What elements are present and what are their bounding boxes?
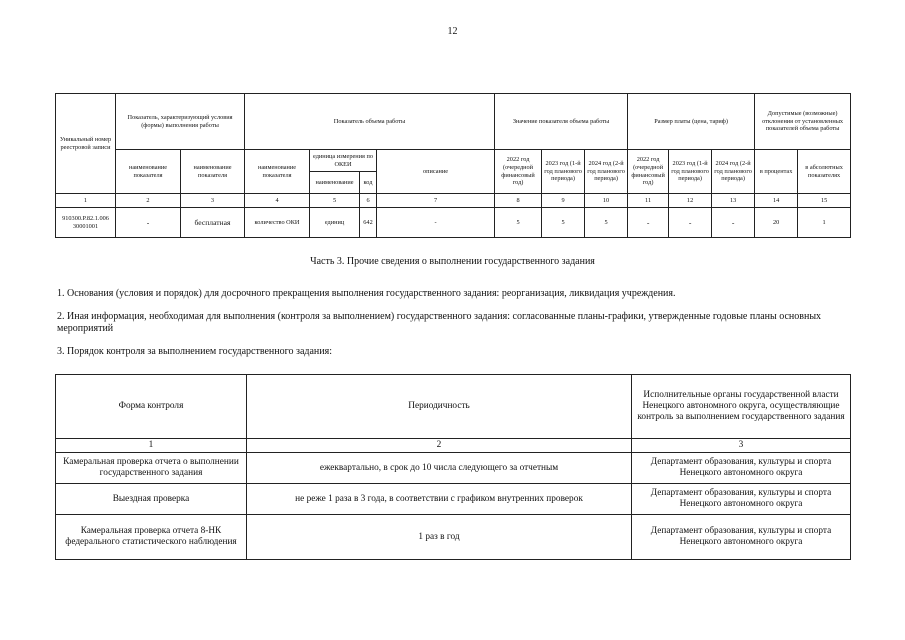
- header-value-2024: 2024 год (2-й год планового периода): [585, 150, 628, 194]
- column-number: 2: [247, 439, 632, 453]
- column-number: 12: [669, 194, 712, 208]
- header-fee-group: Размер платы (цена, тариф): [628, 94, 755, 150]
- work-volume-indicators-table: [55, 93, 851, 238]
- header-description: описание: [377, 150, 495, 194]
- table-row: [56, 208, 851, 238]
- header-control-form: Форма контроля: [56, 375, 247, 439]
- part3-title: Часть 3. Прочие сведения о выполнении государственного задания: [310, 256, 595, 267]
- table-row: [56, 453, 851, 484]
- control-procedure-table: [55, 374, 851, 560]
- column-number: 3: [632, 439, 851, 453]
- header-condition-name-1: наименование показателя: [116, 150, 181, 194]
- table-cell: -: [712, 208, 755, 238]
- paragraph-other-info: 2. Иная информация, необходимая для выполнения (контроля за выполнением) государственного задания: согласованные планы-графики, утвержденные годовые планы основных мероприятий: [57, 311, 822, 334]
- registry-number-cell: 910300.Р.82.1.006 30001001: [56, 208, 116, 238]
- column-number: 5: [310, 194, 360, 208]
- page-number: 12: [447, 26, 458, 37]
- periodicity-cell: ежеквартально, в срок до 10 числа следующего за отчетным: [247, 453, 632, 484]
- control-form-cell: Камеральная проверка отчета о выполнении государственного задания: [56, 453, 247, 484]
- table-cell: 642: [360, 208, 377, 238]
- column-number: 4: [245, 194, 310, 208]
- header-control-authority: Исполнительные органы государственной власти Ненецкого автономного округа, осуществляющие контроль за выполнением государственного задания: [632, 375, 851, 439]
- header-fee-2023: 2023 год (1-й год планового периода): [669, 150, 712, 194]
- column-number: 1: [56, 194, 116, 208]
- paragraph-termination-grounds: 1. Основания (условия и порядок) для досрочного прекращения выполнения государственного задания: реорганизация, ликвидация учреждения.: [57, 288, 676, 299]
- column-number: 3: [181, 194, 245, 208]
- header-condition-name-2: наименование показателя: [181, 150, 245, 194]
- header-value-group: Значение показателя объема работы: [495, 94, 628, 150]
- header-periodicity: Периодичность: [247, 375, 632, 439]
- header-value-2022: 2022 год (очередной финансовый год): [495, 150, 542, 194]
- header-unit-name: наименование: [310, 172, 360, 194]
- header-fee-2024: 2024 год (2-й год планового периода): [712, 150, 755, 194]
- authority-cell: Департамент образования, культуры и спорта Ненецкого автономного округа: [632, 484, 851, 515]
- column-number: 10: [585, 194, 628, 208]
- control-form-cell: Выездная проверка: [56, 484, 247, 515]
- table-cell: бесплатная: [181, 208, 245, 238]
- table-row: [56, 484, 851, 515]
- table-row: [56, 515, 851, 560]
- table-cell: -: [628, 208, 669, 238]
- table-cell: 5: [542, 208, 585, 238]
- column-number: 2: [116, 194, 181, 208]
- authority-cell: Департамент образования, культуры и спорта Ненецкого автономного округа: [632, 515, 851, 560]
- periodicity-cell: 1 раз в год: [247, 515, 632, 560]
- header-deviation-group: Допустимые (возможные) отклонения от установленных показателей объема работы: [755, 94, 851, 150]
- header-value-2023: 2023 год (1-й год планового периода): [542, 150, 585, 194]
- header-fee-2022: 2022 год (очередной финансовый год): [628, 150, 669, 194]
- column-number: 6: [360, 194, 377, 208]
- table-cell: -: [669, 208, 712, 238]
- table-cell: единиц: [310, 208, 360, 238]
- header-volume-name: наименование показателя: [245, 150, 310, 194]
- header-unique-number: Уникальный номер реестровой записи: [56, 94, 116, 194]
- header-conditions-group: Показатель, характеризующий условия (формы) выполнения работы: [116, 94, 245, 150]
- column-number: 14: [755, 194, 798, 208]
- table-cell: -: [116, 208, 181, 238]
- column-number: 1: [56, 439, 247, 453]
- column-number: 9: [542, 194, 585, 208]
- column-number: 7: [377, 194, 495, 208]
- header-volume-group: Показатель объема работы: [245, 94, 495, 150]
- table-cell: -: [377, 208, 495, 238]
- table-cell: 1: [798, 208, 851, 238]
- table-cell: 5: [585, 208, 628, 238]
- periodicity-cell: не реже 1 раза в 3 года, в соответствии с графиком внутренних проверок: [247, 484, 632, 515]
- authority-cell: Департамент образования, культуры и спорта Ненецкого автономного округа: [632, 453, 851, 484]
- paragraph-control-procedure: 3. Порядок контроля за выполнением государственного задания:: [57, 346, 332, 357]
- table-cell: количество ОКИ: [245, 208, 310, 238]
- table-cell: 5: [495, 208, 542, 238]
- header-deviation-absolute: в абсолютных показателях: [798, 150, 851, 194]
- header-unit-code: код: [360, 172, 377, 194]
- column-number: 13: [712, 194, 755, 208]
- header-deviation-percent: в процентах: [755, 150, 798, 194]
- table-cell: 20: [755, 208, 798, 238]
- column-number: 11: [628, 194, 669, 208]
- column-number: 15: [798, 194, 851, 208]
- header-unit-group: единица измерения по ОКЕИ: [310, 150, 377, 172]
- column-number: 8: [495, 194, 542, 208]
- control-form-cell: Камеральная проверка отчета 8-НК федерального статистического наблюдения: [56, 515, 247, 560]
